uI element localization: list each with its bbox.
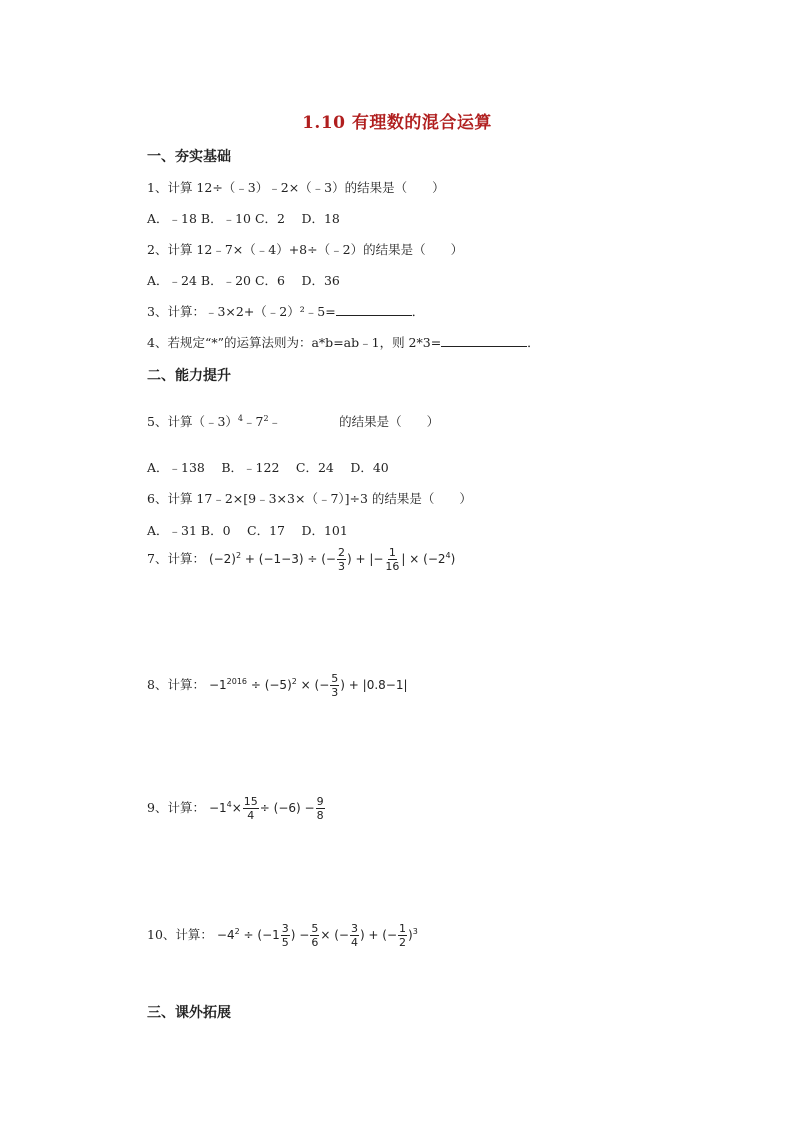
numerator: 1: [388, 546, 396, 559]
question-5-options: A．﹣138 B．﹣122 C．24 D．40: [147, 460, 389, 475]
denominator: 3: [337, 560, 345, 573]
fraction: [281, 922, 290, 949]
expr-part: ) + (−: [359, 928, 398, 942]
question-10: [147, 922, 418, 949]
numerator: 15: [243, 795, 258, 808]
denominator: 8: [316, 809, 324, 822]
denominator: 5: [281, 936, 289, 949]
question-1: 1、计算 12÷（﹣3）﹣2×（﹣3）的结果是（ ）: [147, 180, 445, 195]
question-label: 10、计算：: [147, 927, 213, 942]
fraction: [384, 546, 400, 573]
section-heading-improvement: 二、能力提升: [147, 368, 231, 384]
expr-part: ) −: [290, 928, 310, 942]
question-2-options: A．﹣24 B．﹣20 C．6 D．36: [147, 273, 340, 288]
exponent: 4: [237, 413, 243, 423]
answer-blank-4[interactable]: [441, 345, 527, 347]
expr-part: × (−: [320, 928, 349, 942]
denominator: 6: [311, 936, 319, 949]
expr-part: (−2): [208, 552, 236, 566]
question-4-end: ．: [527, 335, 540, 350]
numerator: 1: [399, 922, 407, 935]
exponent: 2016: [226, 677, 247, 686]
numerator: 3: [281, 922, 289, 935]
fraction: [330, 672, 339, 699]
section-heading-basics: 一、夯实基础: [147, 149, 231, 165]
math-expression: [216, 922, 418, 949]
question-5-part: 5、计算（﹣3）: [147, 414, 238, 429]
question-label: 7、计算：: [147, 551, 205, 566]
exponent: 2: [263, 413, 269, 423]
question-label: 9、计算：: [147, 800, 205, 815]
expr-part: ) + |−: [346, 552, 384, 566]
question-6: 6、计算 17﹣2×[9﹣3×3×（﹣7）]÷3 的结果是（ ）: [147, 491, 472, 506]
exponent: 2: [291, 677, 297, 686]
exponent: 2: [236, 551, 242, 560]
expr-part: ): [408, 928, 413, 942]
denominator: 4: [350, 936, 358, 949]
expr-part: ÷ (−6) −: [259, 801, 315, 815]
expr-part: ) + |0.8−1|: [340, 678, 408, 692]
numerator: 9: [316, 795, 324, 808]
denominator: 16: [385, 560, 400, 573]
expr-part: ×: [231, 801, 242, 815]
fraction: [350, 922, 359, 949]
fraction: [310, 922, 319, 949]
expr-part: × (−: [300, 678, 330, 692]
numerator: 5: [311, 922, 319, 935]
question-9: [147, 795, 326, 822]
exponent: 3: [412, 927, 418, 936]
exponent: 4: [226, 800, 232, 809]
numerator: 5: [331, 672, 339, 685]
page-title: 1.10 有理数的混合运算: [302, 113, 492, 133]
answer-blank-3[interactable]: [336, 314, 412, 316]
fraction: [337, 546, 346, 573]
question-3: [147, 302, 424, 320]
question-1-options: A．﹣18 B．﹣10 C．2 D．18: [147, 211, 340, 226]
question-5-part: ﹣: [268, 414, 282, 429]
question-label: 8、计算：: [147, 677, 205, 692]
expr-part: ÷ (−5): [250, 678, 292, 692]
question-7: [147, 546, 455, 573]
expr-part: −1: [208, 801, 227, 815]
numerator: 2: [337, 546, 345, 559]
question-4: [147, 333, 540, 351]
question-8: [147, 672, 408, 699]
denominator: 4: [247, 809, 255, 822]
fraction: [398, 922, 407, 949]
fraction: [316, 795, 325, 822]
denominator: 3: [331, 686, 339, 699]
math-expression: [208, 672, 408, 699]
exponent: 4: [445, 551, 451, 560]
expr-part: | × (−2: [401, 552, 446, 566]
expr-part: ÷ (−1: [243, 928, 280, 942]
question-3-text: 3、计算：﹣3×2+（﹣2）²﹣5=: [147, 304, 336, 319]
question-4-text: 4、若规定“*”的运算法则为：a*b=ab﹣1，则 2*3=: [147, 335, 442, 350]
math-expression: [208, 795, 326, 822]
question-2: 2、计算 12﹣7×（﹣4）+8÷（﹣2）的结果是（ ）: [147, 242, 464, 257]
question-6-options: A．﹣31 B．0 C．17 D．101: [147, 523, 348, 538]
expr-part: ): [450, 552, 456, 566]
question-3-end: ．: [411, 304, 425, 319]
numerator: 3: [350, 922, 358, 935]
expr-part: −1: [208, 678, 227, 692]
denominator: 2: [399, 936, 407, 949]
section-heading-extension: 三、课外拓展: [147, 1005, 231, 1021]
question-5-part: 的结果是（ ）: [339, 414, 440, 429]
question-5-part: ﹣7: [243, 414, 264, 429]
exponent: 2: [234, 927, 240, 936]
question-5: [147, 412, 439, 430]
fraction: [243, 795, 259, 822]
expr-part: + (−1−3) ÷ (−: [244, 552, 336, 566]
expr-part: −4: [216, 928, 235, 942]
math-expression: [208, 546, 456, 573]
